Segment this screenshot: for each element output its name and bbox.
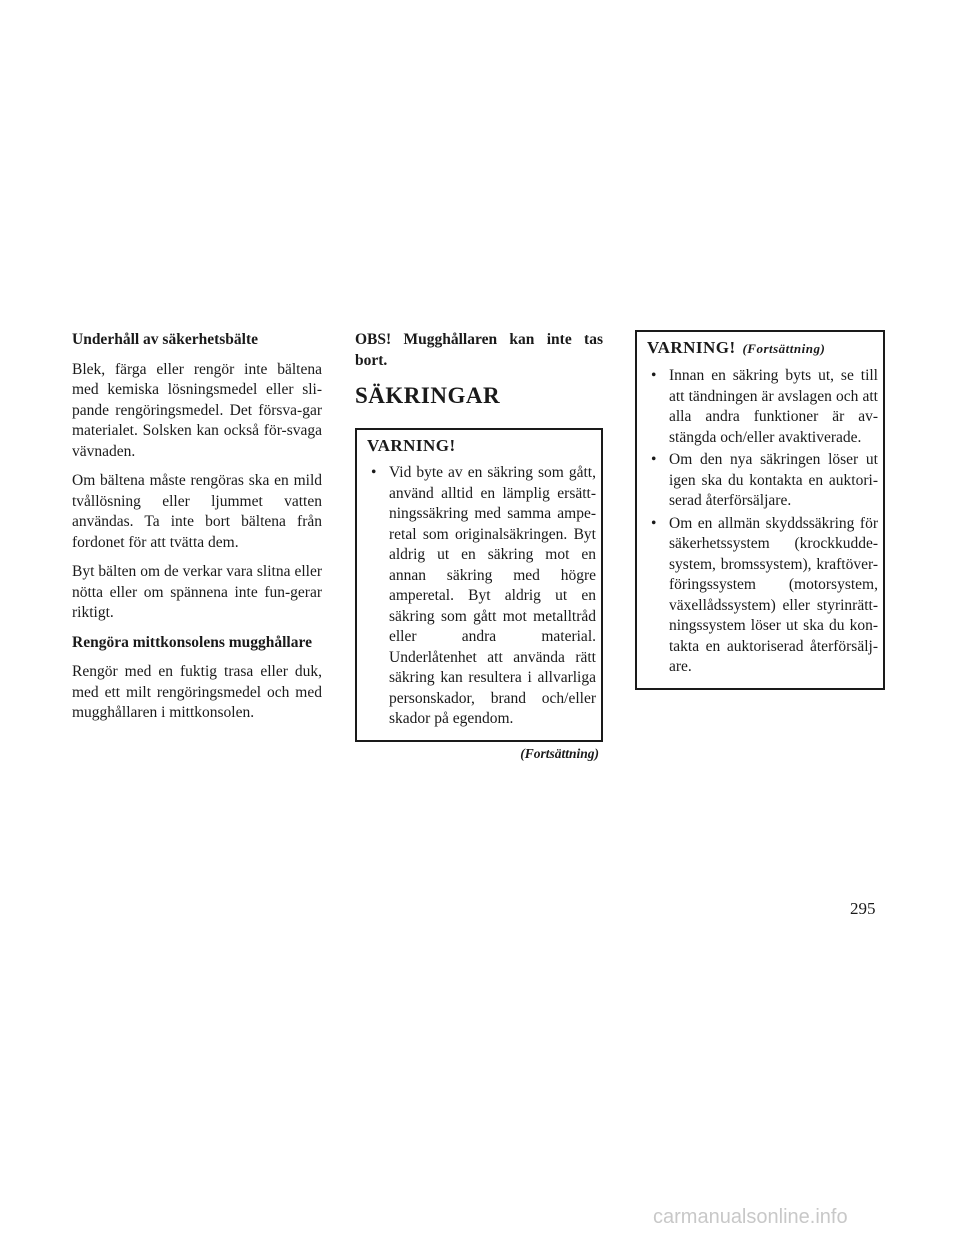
warning-list bbox=[647, 366, 878, 678]
bullet-icon: • bbox=[651, 367, 657, 384]
section-title: SÄKRINGAR bbox=[355, 383, 501, 408]
warning-box bbox=[355, 428, 603, 742]
warning-item: • Om en allmän skyddssäkring för säkerhetssystem (krockkudde-system, bromssystem), kraftöver-föringssystem (motorsystem, växellådssystem) eller styrinrätt-ningssystem löser ut ska du kon-takta en auktoriserad återförsälj-are. bbox=[651, 514, 878, 675]
paragraph: Byt bälten om de verkar vara slitna eller nötta eller om spännena inte fun-gerar riktigt. bbox=[72, 563, 322, 621]
note-obs: OBS! Mugghållaren kan inte tas bort. bbox=[355, 331, 603, 369]
warning-item: • Vid byte av en säkring som gått, använd alltid en lämplig ersätt-ningssäkring med samma ampe-retal som originalsäkringen. Byt aldrig ut en säkring mot en annan säkring med högre amperetal. Byt aldrig ut en säkring som gått mot metalltråd eller andra material. Underlåtenhet att använda rätt säkring kan resultera i allvarliga personskador, brand och/eller skador på egendom. bbox=[371, 464, 596, 727]
watermark: carmanualsonline.info bbox=[653, 1206, 848, 1228]
warning-continued-label: (Fortsättning) bbox=[742, 341, 826, 356]
bullet-icon: • bbox=[651, 514, 657, 532]
warning-list bbox=[367, 463, 596, 730]
warning-item: • Om den nya säkringen löser ut igen ska du kontakta en auktori-serad återförsäljare. bbox=[651, 451, 878, 509]
right-column bbox=[635, 330, 885, 690]
heading-cupholder-cleaning: Rengöra mittkonsolens mugghållare bbox=[72, 633, 312, 651]
heading-seatbelt-care: Underhåll av säkerhetsbälte bbox=[72, 331, 258, 348]
paragraph: Om bältena måste rengöras ska en mild tvållösning eller ljummet vatten användas. Ta inte bort bältena från fordonet för att tvätta dem. bbox=[72, 472, 322, 551]
continued-note: (Fortsättning) bbox=[520, 745, 599, 761]
warning-title: VARNING! bbox=[367, 436, 456, 455]
paragraph: Rengör med en fuktig trasa eller duk, med ett milt rengöringsmedel och med mugghållaren i mittkonsolen. bbox=[72, 663, 322, 721]
left-column bbox=[72, 330, 322, 733]
page-number: 295 bbox=[850, 899, 876, 918]
warning-item: • Innan en säkring byts ut, se till att tändningen är avslagen och att alla andra funktioner är av-stängda och/eller avaktiverade. bbox=[651, 367, 878, 446]
warning-title: VARNING! (Fortsättning) bbox=[647, 338, 826, 357]
middle-column bbox=[355, 330, 603, 764]
bullet-icon: • bbox=[371, 464, 377, 481]
warning-box-continued bbox=[635, 330, 885, 690]
paragraph: Blek, färga eller rengör inte bältena med kemiska lösningsmedel eller sli-pande rengöringsmedel. Det försva-gar materialet. Solsken kan också för-svaga vävnaden. bbox=[72, 360, 322, 460]
bullet-icon: • bbox=[651, 451, 657, 468]
